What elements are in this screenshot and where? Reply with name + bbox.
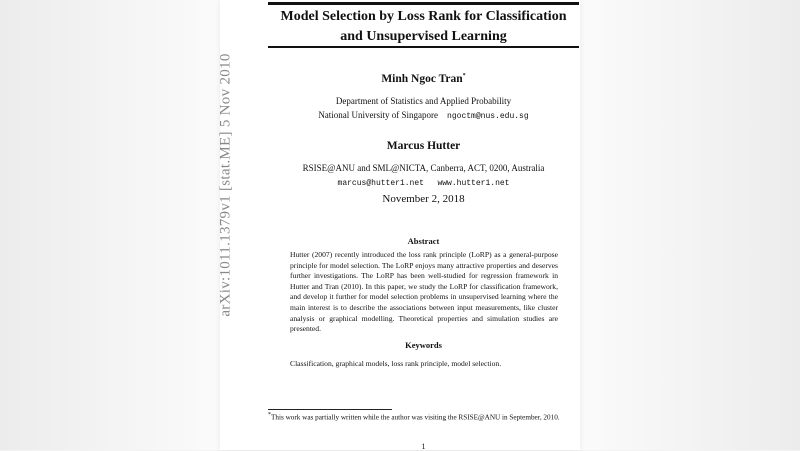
arxiv-stamp: arXiv:1011.1379v1 [stat.ME] 5 Nov 2010 bbox=[217, 53, 234, 317]
footnote bbox=[268, 411, 580, 423]
author2-block bbox=[268, 140, 579, 191]
author1-name-line bbox=[268, 73, 579, 85]
author2-affiliation: RSISE@ANU and SML@NICTA, Canberra, ACT, 0200, Australia bbox=[302, 163, 545, 173]
background-left bbox=[0, 0, 220, 450]
title-line-1: Model Selection by Loss Rank for Classification bbox=[280, 9, 567, 24]
keywords-heading: Keywords bbox=[405, 340, 442, 350]
author1-footnote-mark: * bbox=[462, 73, 466, 80]
title-rule-bottom bbox=[268, 46, 579, 48]
abstract-heading: Abstract bbox=[407, 236, 440, 246]
footnote-rule bbox=[268, 409, 392, 410]
paper-page bbox=[217, 0, 580, 450]
background-right bbox=[580, 0, 800, 450]
author1-name: Minh Ngoc Tran bbox=[381, 73, 463, 85]
title-rule-top bbox=[268, 2, 579, 5]
author1-affiliation-1: Department of Statistics and Applied Probability bbox=[335, 96, 512, 106]
footnote-mark: * bbox=[268, 412, 271, 418]
author2-name: Marcus Hutter bbox=[386, 140, 461, 152]
author1-affiliation-2-line bbox=[268, 108, 579, 124]
author2-contact-line bbox=[268, 175, 579, 191]
title-line-2: and Unsupervised Learning bbox=[340, 29, 507, 44]
author1-affiliation-2: National University of Singapore bbox=[318, 110, 439, 120]
author1-email[interactable]: ngoctm@nus.edu.sg bbox=[447, 112, 529, 121]
keywords-text: Classification, graphical models, loss rank principle, model selection. bbox=[290, 359, 502, 368]
paper-title bbox=[268, 7, 579, 47]
abstract-text: Hutter (2007) recently introduced the loss rank principle (LoRP) as a general-purpose principle for model selection. The LoRP enjoys many attractive properties and deserves further investigations. The LoRP has been well-studied for regression framework in Hutter and Tran (2010). In this paper, we study the LoRP for classification framework, and develop it further for model selection problems in unsupervised learning where the main interest is to describe the associations between input measurements, like cluster analysis or graphical modelling. Theoretical properties and simulation studies are presented. bbox=[290, 250, 558, 334]
footnote-text: This work was partially written while the author was visiting the RSISE@ANU in September, 2010. bbox=[271, 413, 560, 422]
author1-block bbox=[268, 73, 579, 124]
page-number: 1 bbox=[421, 442, 426, 451]
author2-email[interactable]: marcus@hutter1.net bbox=[337, 179, 424, 188]
author2-website[interactable]: www.hutter1.net bbox=[437, 179, 510, 188]
paper-date: November 2, 2018 bbox=[382, 193, 465, 205]
